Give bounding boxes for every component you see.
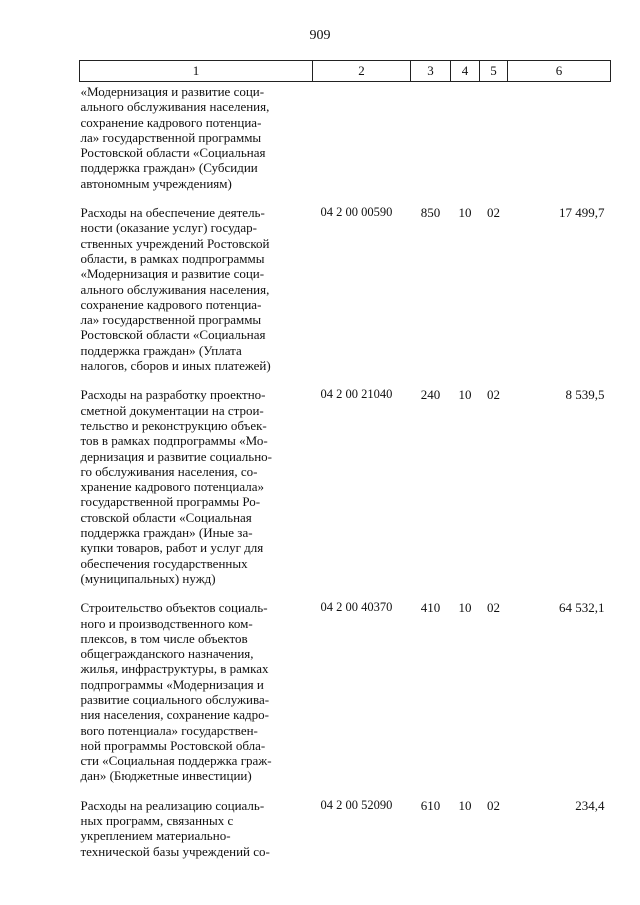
row-section: 10 [458, 797, 472, 813]
budget-table [79, 60, 611, 871]
row-expense-type: 850 [420, 205, 441, 221]
header-row [80, 61, 611, 82]
row-expense-type [411, 82, 451, 204]
table-body [80, 82, 611, 871]
description-line: обеспечения государственных [80, 555, 248, 571]
description-line: жилья, инфраструктуры, в рамках [80, 661, 269, 677]
description-line: тов в рамках подпрограммы «Мо- [80, 433, 268, 449]
row-subsection: 02 [487, 797, 500, 813]
row-amount: 64 532,1 [559, 600, 605, 616]
description-line: дернизация и развитие социально- [80, 448, 272, 464]
description-line: сметной документации на строи- [80, 402, 264, 418]
description-line: дан» (Бюджетные инвестиции) [80, 768, 252, 784]
row-description [80, 82, 313, 204]
description-line: «Модернизация и развитие соци- [80, 266, 265, 282]
description-line: «Модернизация и развитие соци- [80, 84, 265, 99]
row-expense-type: 410 [420, 600, 441, 616]
row-section [451, 82, 480, 204]
description-line: общегражданского назначения, [80, 646, 254, 662]
header-col-5: 5 [480, 61, 508, 82]
table-row [80, 598, 611, 796]
page-number: 909 [309, 28, 331, 43]
row-subsection: 02 [487, 387, 500, 403]
row-description [80, 385, 313, 598]
description-line: технической базы учреждений со- [80, 843, 270, 859]
row-expense-type: 240 [420, 387, 441, 403]
description-line: ния населения, сохранение кадро- [80, 707, 269, 723]
description-line: тельство и реконструкцию объек- [80, 417, 267, 433]
description-line: ла» государственной программы [80, 312, 262, 328]
header-col-3: 3 [411, 61, 451, 82]
description-line: ла» государственной программы [80, 129, 262, 145]
description-line: Расходы на обеспечение деятель- [80, 205, 265, 221]
description-line: (муниципальных) нужд) [80, 570, 216, 586]
row-code [313, 82, 411, 204]
description-line: Ростовской области «Социальная [80, 327, 266, 343]
description-line: сти «Социальная поддержка граж- [80, 753, 272, 769]
description-line: ального обслуживания населения, [80, 281, 270, 297]
table-header [80, 61, 611, 82]
row-code: 04 2 00 00590 [320, 205, 393, 220]
description-line: автономным учреждениям) [80, 175, 232, 191]
description-line: государственной программы Ро- [80, 494, 261, 510]
description-line: области, в рамках подпрограммы [80, 250, 265, 266]
table-row [80, 796, 611, 871]
description-line: подпрограммы «Модернизация и [80, 676, 264, 692]
row-amount: 17 499,7 [559, 205, 605, 221]
row-description [80, 203, 313, 385]
row-code: 04 2 00 21040 [320, 387, 393, 402]
description-line: ности (оказание услуг) государ- [80, 220, 257, 236]
description-line: развитие социального обслужива- [80, 691, 270, 707]
header-col-2: 2 [313, 61, 411, 82]
description-line: ственных учреждений Ростовской [80, 235, 270, 251]
description-line: сохранение кадрового потенциа- [80, 114, 262, 130]
description-line: Ростовской области «Социальная [80, 145, 266, 161]
description-line: вого потенциала» государствен- [80, 722, 258, 738]
description-line: ного и производственного ком- [80, 615, 253, 631]
header-col-6: 6 [508, 61, 611, 82]
table-row [80, 203, 611, 385]
description-line: го обслуживания населения, со- [80, 463, 258, 479]
row-amount: 8 539,5 [565, 387, 605, 403]
description-line: хранение кадрового потенциала» [80, 479, 264, 495]
row-code: 04 2 00 52090 [320, 797, 393, 812]
table-row [80, 385, 611, 598]
row-subsection: 02 [487, 600, 500, 616]
description-line: ной программы Ростовской обла- [80, 737, 266, 753]
row-subsection [480, 82, 508, 204]
description-line: налогов, сборов и иных платежей) [80, 358, 271, 374]
row-description [80, 598, 313, 796]
table-row [80, 82, 611, 204]
description-line: поддержка граждан» (Уплата [80, 342, 242, 358]
description-line: купки товаров, работ и услуг для [80, 540, 264, 556]
description-line: Расходы на реализацию социаль- [80, 797, 265, 813]
description-line: стовской области «Социальная [80, 509, 252, 525]
row-description [80, 796, 313, 871]
row-section: 10 [458, 205, 472, 221]
row-code: 04 2 00 40370 [320, 600, 393, 615]
description-line: ных программ, связанных с [80, 813, 234, 829]
description-line: ального обслуживания населения, [80, 99, 270, 115]
description-line: поддержка граждан» (Иные за- [80, 525, 253, 541]
description-line: плексов, в том числе объектов [80, 630, 248, 646]
description-line: Расходы на разработку проектно- [80, 387, 266, 403]
description-line: сохранение кадрового потенциа- [80, 296, 262, 312]
row-amount [508, 82, 611, 204]
description-line: укреплением материально- [80, 828, 231, 844]
description-line: поддержка граждан» (Субсидии [80, 160, 258, 176]
row-expense-type: 610 [420, 797, 441, 813]
header-col-4: 4 [451, 61, 480, 82]
row-section: 10 [458, 600, 472, 616]
row-amount: 234,4 [575, 797, 605, 813]
row-section: 10 [458, 387, 472, 403]
description-line: Строительство объектов социаль- [80, 600, 268, 616]
header-col-1: 1 [80, 61, 313, 82]
row-subsection: 02 [487, 205, 500, 221]
